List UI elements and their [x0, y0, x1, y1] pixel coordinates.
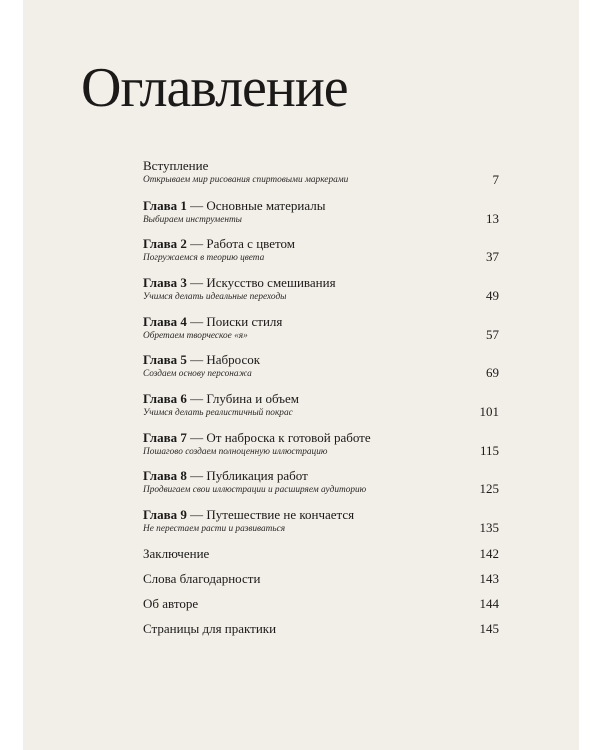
chapter-subtitle: Выбираем инструменты	[143, 215, 242, 225]
page-number: 49	[486, 288, 499, 303]
page-number: 145	[479, 621, 499, 636]
chapter-title: Публикация работ	[206, 468, 308, 483]
page-number: 37	[486, 249, 499, 264]
toc-entry-chapter[interactable]	[143, 198, 499, 227]
toc-entry-acknowledgements[interactable]	[143, 571, 499, 587]
toc-entry-about-author[interactable]	[143, 596, 499, 612]
dash: —	[186, 275, 207, 290]
chapter-subtitle: Не перестаем расти и развиваться	[143, 524, 286, 534]
toc-entry-chapter[interactable]	[143, 468, 499, 497]
page-number: 143	[479, 571, 499, 586]
dash: —	[186, 507, 207, 522]
entry-subtitle: Открываем мир рисования спиртовыми маркерами	[143, 175, 349, 185]
chapter-title: Искусство смешивания	[206, 275, 336, 290]
entry-title: Об авторе	[143, 596, 199, 611]
entry-title: Вступление	[143, 158, 209, 173]
chapter-title: Основные материалы	[206, 198, 326, 213]
toc-entry-conclusion[interactable]	[143, 546, 499, 562]
chapter-subtitle: Погружаемся в теорию цвета	[143, 253, 265, 263]
chapter-subtitle: Учимся делать идеальные переходы	[143, 292, 287, 302]
toc-entry-chapter[interactable]	[143, 275, 499, 304]
chapter-title: Работа с цветом	[206, 236, 295, 251]
page-number: 135	[479, 520, 499, 535]
entry-title: Слова благодарности	[143, 571, 261, 586]
dash: —	[186, 430, 207, 445]
toc-entry-intro[interactable]	[143, 158, 499, 187]
toc-entry-chapter[interactable]	[143, 391, 499, 420]
toc-entry-chapter[interactable]	[143, 314, 499, 343]
chapter-number: Глава 1	[143, 198, 187, 213]
chapter-subtitle: Обретаем творческое «я»	[143, 331, 248, 341]
toc-entry-chapter[interactable]	[143, 507, 499, 536]
chapter-number: Глава 2	[143, 236, 187, 251]
toc-entry-chapter[interactable]	[143, 430, 499, 459]
chapter-number: Глава 9	[143, 507, 187, 522]
dash: —	[186, 198, 207, 213]
book-page	[23, 0, 579, 750]
page-number: 115	[479, 443, 499, 458]
chapter-subtitle: Продвигаем свои иллюстрации и расширяем аудиторию	[143, 485, 367, 495]
toc-entry-practice-pages[interactable]	[143, 621, 499, 637]
page-number: 69	[486, 365, 499, 380]
chapter-subtitle: Учимся делать реалистичный покрас	[143, 408, 293, 418]
dash: —	[186, 314, 207, 329]
chapter-title: Поиски стиля	[206, 314, 283, 329]
dash: —	[186, 236, 207, 251]
chapter-title: Набросок	[206, 352, 261, 367]
chapter-subtitle: Пошагово создаем полноценную иллюстрацию	[143, 447, 328, 457]
page-number: 125	[479, 481, 499, 496]
page-number: 142	[479, 546, 499, 561]
toc-entry-chapter[interactable]	[143, 236, 499, 265]
toc-entry-chapter[interactable]	[143, 352, 499, 381]
chapter-number: Глава 8	[143, 468, 187, 483]
chapter-number: Глава 5	[143, 352, 187, 367]
entry-title: Страницы для практики	[143, 621, 277, 636]
chapter-number: Глава 3	[143, 275, 187, 290]
chapter-subtitle: Создаем основу персонажа	[143, 369, 252, 379]
dash: —	[186, 468, 207, 483]
page-number: 144	[479, 596, 499, 611]
page-number: 101	[479, 404, 499, 419]
chapter-number: Глава 6	[143, 391, 187, 406]
page-number: 57	[486, 327, 499, 342]
page-number: 13	[486, 211, 499, 226]
page-title: Оглавление	[81, 57, 348, 119]
dash: —	[186, 391, 207, 406]
chapter-title: От наброска к готовой работе	[206, 430, 371, 445]
entry-title: Заключение	[143, 546, 210, 561]
chapter-number: Глава 4	[143, 314, 187, 329]
chapter-title: Глубина и объем	[206, 391, 299, 406]
page-number: 7	[492, 172, 499, 187]
dash: —	[186, 352, 207, 367]
chapter-title: Путешествие не кончается	[206, 507, 355, 522]
chapter-number: Глава 7	[143, 430, 187, 445]
